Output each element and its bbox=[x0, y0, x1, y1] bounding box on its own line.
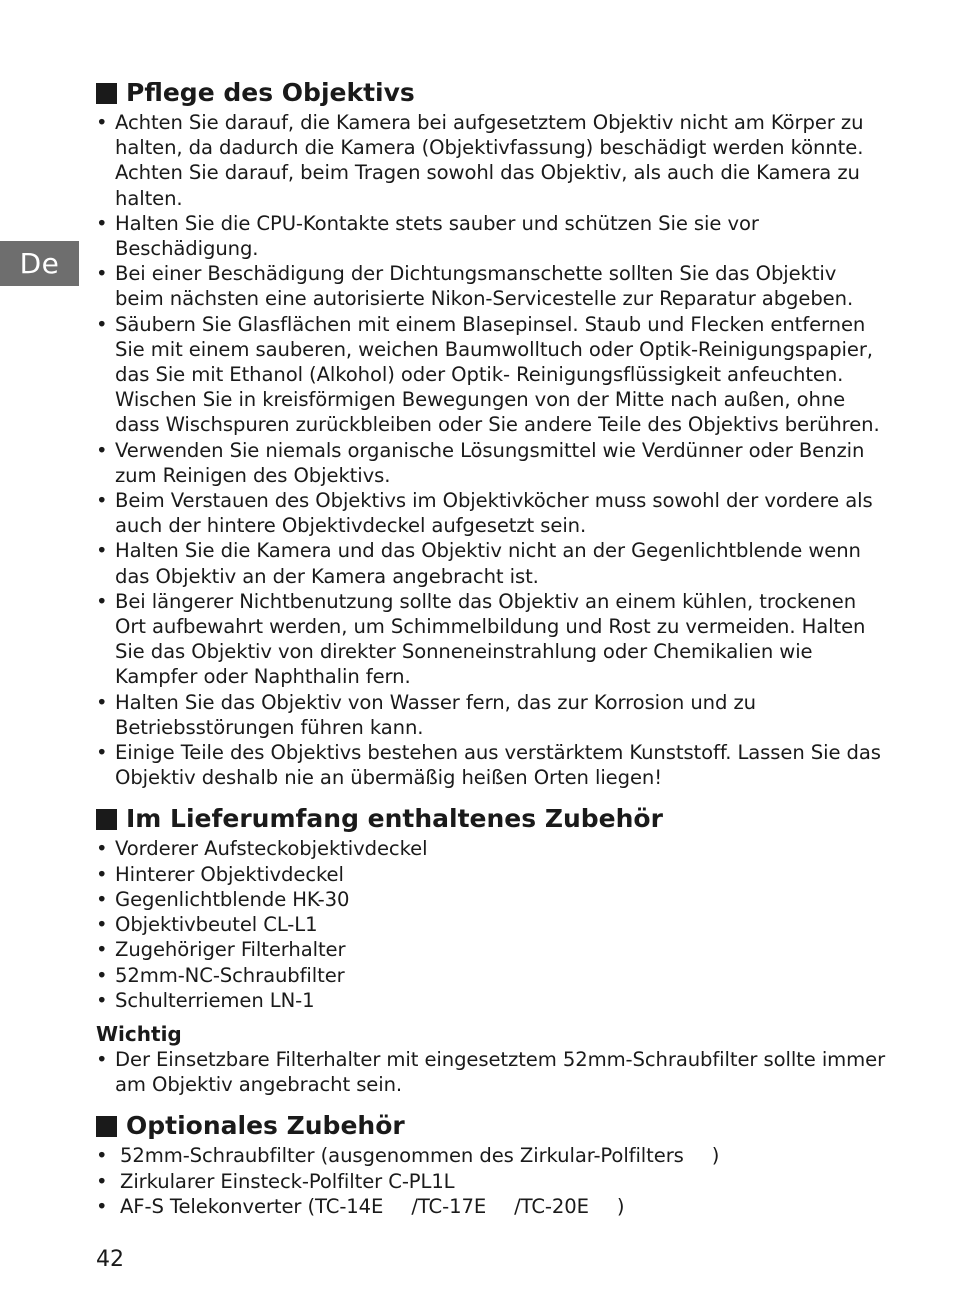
square-bullet-icon bbox=[96, 1116, 117, 1137]
section-heading-optional bbox=[96, 1109, 886, 1143]
list-item: • Gegenlichtblende HK-30 bbox=[96, 887, 350, 911]
page-number: 42 bbox=[96, 1247, 124, 1272]
bullet-icon: • bbox=[96, 741, 108, 765]
list-item: • Zugehöriger Filterhalter bbox=[96, 938, 346, 962]
list-item: • Säubern Sie Glasflächen mit einem Blasepinsel. Staub und Flecken entfernen Sie mit einem sauberen, weichen Baumwolltuch oder Optik-Reinigungspapier, das Sie mit Ethanol (Alkohol) oder Optik- Reinigungsflüssigkeit anfeuchten. Wischen Sie in kreisförmigen Bewegungen von der Mitte nach außen, ohne dass Wischspuren zurückbleiben oder Sie andere Teile des Objektivs berühren. bbox=[96, 312, 880, 437]
optional-list bbox=[96, 1143, 886, 1219]
bullet-icon: • bbox=[96, 262, 108, 286]
note-heading: Wichtig bbox=[96, 1021, 182, 1046]
bullet-icon: • bbox=[96, 489, 108, 513]
section-title: Im Lieferumfang enthaltenes Zubehör bbox=[126, 804, 663, 834]
care-list bbox=[96, 110, 886, 790]
bullet-icon: • bbox=[96, 690, 108, 714]
square-bullet-icon bbox=[96, 83, 117, 104]
bullet-icon: • bbox=[96, 211, 108, 235]
bullet-icon: • bbox=[96, 963, 108, 987]
section-heading-care bbox=[96, 76, 886, 110]
section-title: Optionales Zubehör bbox=[126, 1111, 405, 1141]
bullet-icon: • bbox=[96, 589, 108, 613]
page-content bbox=[96, 76, 886, 1219]
list-item: • Objektivbeutel CL-L1 bbox=[96, 913, 318, 937]
included-list bbox=[96, 836, 886, 1012]
bullet-icon: • bbox=[96, 988, 108, 1012]
bullet-icon: • bbox=[96, 837, 108, 861]
list-item: • Bei längerer Nichtbenutzung sollte das Objektiv an einem kühlen, trockenen Ort aufbewahrt werden, um Schimmelbildung und Rost zu vermeiden. Halten Sie das Objektiv von direkter Sonneneinstrahlung oder Chemikalien wie Kampfer oder Naphthalin fern. bbox=[96, 589, 866, 689]
list-item: • Der Einsetzbare Filterhalter mit eingesetztem 52mm-Schraubfilter sollte immer am Objektiv angebracht sein. bbox=[96, 1047, 886, 1097]
section-heading-included bbox=[96, 802, 886, 836]
language-tab: De bbox=[0, 241, 79, 286]
list-item: • AF-S Telekonverter (TC-14E /TC-17E /TC-20E ) bbox=[96, 1194, 625, 1218]
section-title: Pflege des Objektivs bbox=[126, 78, 415, 107]
list-item: • Einige Teile des Objektivs bestehen aus verstärktem Kunststoff. Lassen Sie das Objektiv deshalb nie an übermäßig heißen Orten liegen! bbox=[96, 741, 881, 790]
bullet-icon: • bbox=[96, 1169, 108, 1193]
bullet-icon: • bbox=[96, 862, 108, 886]
bullet-icon: • bbox=[96, 913, 108, 937]
bullet-icon: • bbox=[96, 1194, 108, 1218]
note-list bbox=[96, 1047, 886, 1097]
bullet-icon: • bbox=[96, 312, 108, 336]
bullet-icon: • bbox=[96, 438, 108, 462]
bullet-icon: • bbox=[96, 1047, 108, 1071]
list-item: • Halten Sie die Kamera und das Objektiv nicht an der Gegenlichtblende wenn das Objektiv an der Kamera angebracht ist. bbox=[96, 539, 861, 588]
list-item: • Zirkularer Einsteck-Polfilter C-PL1L bbox=[96, 1169, 455, 1193]
list-item: • Halten Sie das Objektiv von Wasser fern, das zur Korrosion und zu Betriebsstörungen führen kann. bbox=[96, 690, 756, 739]
list-item: • Halten Sie die CPU-Kontakte stets sauber und schützen Sie sie vor Beschädigung. bbox=[96, 211, 759, 261]
list-item: • 52mm-Schraubfilter (ausgenommen des Zirkular-Polfilters ) bbox=[96, 1144, 720, 1168]
bullet-icon: • bbox=[96, 887, 108, 911]
list-item: • Schulterriemen LN-1 bbox=[96, 988, 315, 1012]
bullet-icon: • bbox=[96, 111, 108, 134]
list-item: • Achten Sie darauf, die Kamera bei aufgesetztem Objektiv nicht am Körper zu halten, da dadurch die Kamera (Objektivfassung) beschädigt werden könnte. Achten Sie darauf, beim Tragen sowohl das Objektiv, als auch die Kamera zu halten. bbox=[96, 111, 864, 210]
list-item: • Beim Verstauen des Objektivs im Objektivköcher muss sowohl der vordere als auch der hintere Objektivdeckel aufgesetzt sein. bbox=[96, 489, 873, 538]
bullet-icon: • bbox=[96, 1144, 108, 1168]
list-item: • Vorderer Aufsteckobjektivdeckel bbox=[96, 837, 428, 861]
square-bullet-icon bbox=[96, 809, 117, 830]
list-item: • 52mm-NC-Schraubfilter bbox=[96, 963, 345, 987]
bullet-icon: • bbox=[96, 539, 108, 563]
list-item: • Bei einer Beschädigung der Dichtungsmanschette sollten Sie das Objektiv beim nächsten eine autorisierte Nikon-Servicestelle zur Reparatur abgeben. bbox=[96, 262, 854, 311]
list-item: • Verwenden Sie niemals organische Lösungsmittel wie Verdünner oder Benzin zum Reinigen des Objektivs. bbox=[96, 438, 865, 487]
bullet-icon: • bbox=[96, 938, 108, 962]
list-item: • Hinterer Objektivdeckel bbox=[96, 862, 344, 886]
